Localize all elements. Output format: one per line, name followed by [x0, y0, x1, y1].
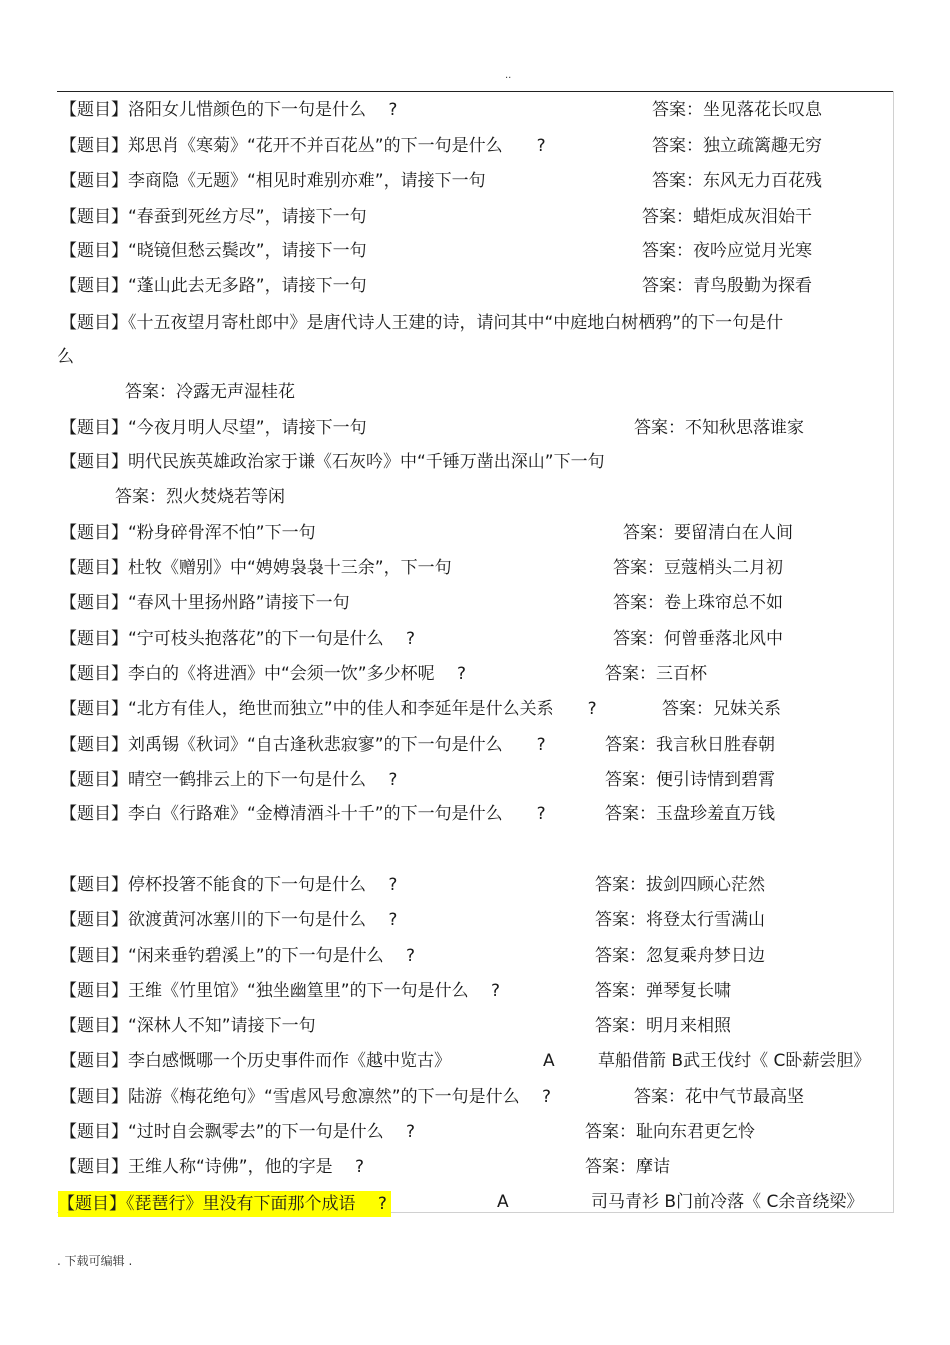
question-text: 【题目】明代民族英雄政治家于谦《石灰吟》中“千锤万凿出深山”下一句 — [60, 452, 605, 472]
answer-text: 答案：耻向东君更乞怜 — [585, 1122, 755, 1142]
answer-text: 答案：兄妹关系 — [662, 699, 781, 719]
question-text: 【题目】陆游《梅花绝句》“雪虐风号愈凛然”的下一句是什么 ? — [60, 1087, 552, 1107]
question-text: 【题目】王维人称“诗佛”，他的字是 ? — [60, 1157, 365, 1177]
answer-text: 答案：摩诘 — [585, 1157, 670, 1177]
answer-text: 答案：坐见落花长叹息 — [652, 100, 822, 120]
footer-note: . 下载可编辑 . — [57, 1254, 133, 1268]
answer-text: 答案：便引诗情到碧霄 — [605, 770, 775, 790]
answer-text: 答案：何曾垂落北风中 — [613, 629, 783, 649]
question-text: 【题目】“北方有佳人，绝世而独立”中的佳人和李延年是什么关系 ? — [60, 699, 597, 719]
answer-text: 答案：东风无力百花残 — [652, 171, 822, 191]
question-text: 【题目】“过时自会飘零去”的下一句是什么 ? — [60, 1122, 416, 1142]
question-text: 【题目】李白的《将进酒》中“会须一饮”多少杯呢 ? — [60, 664, 467, 684]
answer-text: 答案：将登太行雪满山 — [595, 910, 765, 930]
answer-text: 答案：卷上珠帘总不如 — [613, 593, 783, 613]
answer-text: 答案：拔剑四顾心茫然 — [595, 875, 765, 895]
question-text: 【题目】“深林人不知”请接下一句 — [60, 1016, 316, 1036]
question-text: 【题目】洛阳女儿惜颜色的下一句是什么 ? — [60, 100, 398, 120]
answer-text: 答案：三百杯 — [605, 664, 707, 684]
question-text: 【题目】“宁可枝头抱落花”的下一句是什么 ? — [60, 629, 416, 649]
question-text: 【题目】“晓镜但愁云鬓改”，请接下一句 — [60, 241, 367, 261]
answer-text: 答案：蜡炬成灰泪始干 — [642, 207, 812, 227]
question-text: 【题目】李商隐《无题》“相见时难别亦难”，请接下一句 — [60, 171, 486, 191]
frame-border-right — [893, 91, 894, 1213]
answer-text: 答案：青鸟殷勤为探看 — [642, 276, 812, 296]
question-text: 【题目】“春风十里扬州路”请接下一句 — [60, 593, 350, 613]
answer-text: 答案：我言秋日胜春朝 — [605, 735, 775, 755]
answer-text: 答案：夜吟应觉月光寒 — [642, 241, 812, 261]
question-text-continued: 么 — [57, 347, 74, 367]
option-a-marker: A — [497, 1192, 509, 1212]
answer-text: 答案：不知秋思落谁家 — [634, 418, 804, 438]
answer-text: 答案：玉盘珍羞直万钱 — [605, 804, 775, 824]
question-text: 【题目】“春蚕到死丝方尽”，请接下一句 — [60, 207, 367, 227]
question-text: 【题目】《十五夜望月寄杜郎中》是唐代诗人王建的诗，请问其中“中庭地白树栖鸦”的下一句是什 — [60, 313, 784, 333]
question-text: 【题目】“蓬山此去无多路”，请接下一句 — [60, 276, 367, 296]
answer-text: 答案：明月来相照 — [595, 1016, 731, 1036]
answer-text: 答案：要留清白在人间 — [623, 523, 793, 543]
question-text: 【题目】欲渡黄河冰塞川的下一句是什么 ? — [60, 910, 398, 930]
question-text: 【题目】李白感慨哪一个历史事件而作《越中览古》 — [60, 1051, 451, 1071]
question-text: 【题目】郑思肖《寒菊》“花开不并百花丛”的下一句是什么 ? — [60, 136, 546, 156]
question-text: 【题目】“粉身碎骨浑不怕”下一句 — [60, 523, 316, 543]
highlighted-question-text: 【题目】《琵琶行》里没有下面那个成语 ? — [58, 1191, 391, 1217]
answer-text: 答案：豆蔻梢头二月初 — [613, 558, 783, 578]
answer-text: 答案：冷露无声湿桂花 — [125, 382, 295, 402]
question-text: 【题目】停杯投箸不能食的下一句是什么 ? — [60, 875, 398, 895]
option-a-marker: A — [543, 1051, 555, 1071]
answer-options: 草船借箭 B武王伐纣《 C卧薪尝胆》 — [598, 1051, 871, 1071]
header-rule — [57, 91, 894, 92]
answer-text: 答案：花中气节最高坚 — [634, 1087, 804, 1107]
question-text: 【题目】晴空一鹤排云上的下一句是什么 ? — [60, 770, 398, 790]
question-text: 【题目】王维《竹里馆》“独坐幽篁里”的下一句是什么 ? — [60, 981, 501, 1001]
answer-text: 答案：忽复乘舟梦日边 — [595, 946, 765, 966]
question-text: 【题目】“今夜月明人尽望”，请接下一句 — [60, 418, 367, 438]
answer-options: 司马青衫 B门前冷落《 C余音绕梁》 — [591, 1192, 864, 1212]
answer-text: 答案：烈火焚烧若等闲 — [115, 487, 285, 507]
answer-text: 答案：弹琴复长啸 — [595, 981, 731, 1001]
header-mark: .. — [505, 70, 512, 81]
question-text: 【题目】李白《行路难》“金樽清酒斗十千”的下一句是什么 ? — [60, 804, 546, 824]
question-text: 【题目】“闲来垂钓碧溪上”的下一句是什么 ? — [60, 946, 416, 966]
answer-text: 答案：独立疏篱趣无穷 — [652, 136, 822, 156]
question-text: 【题目】刘禹锡《秋词》“自古逢秋悲寂寥”的下一句是什么 ? — [60, 735, 546, 755]
question-text: 【题目】杜牧《赠别》中“娉娉袅袅十三余”，下一句 — [60, 558, 452, 578]
